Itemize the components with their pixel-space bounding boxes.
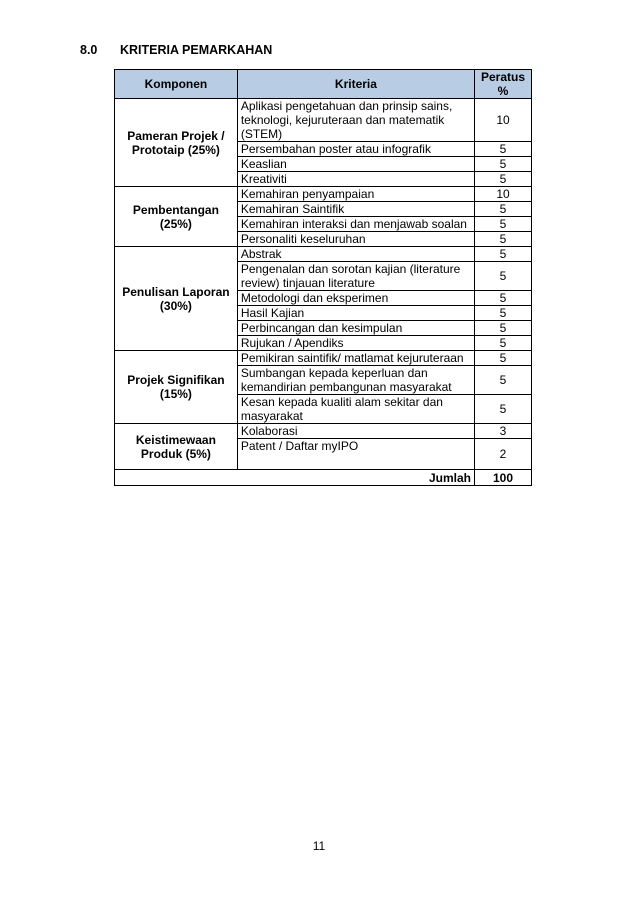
component-cell: Keistimewaan Produk (5%) [115,424,238,470]
criteria-cell: Pemikiran saintifik/ matlamat kejuruteraan [237,351,474,366]
component-cell: Pembentangan (25%) [115,187,238,247]
header-komponen: Komponen [115,70,238,99]
criteria-cell: Patent / Daftar myIPO [237,439,474,470]
percent-cell: 5 [475,202,532,217]
percent-cell: 5 [475,157,532,172]
header-kriteria: Kriteria [237,70,474,99]
criteria-cell: Hasil Kajian [237,306,474,321]
page-number: 11 [312,839,326,853]
percent-cell: 5 [475,351,532,366]
percent-cell: 5 [475,306,532,321]
total-row [115,470,532,486]
percent-cell: 5 [475,395,532,424]
percent-cell: 5 [475,247,532,262]
criteria-cell: Keaslian [237,157,474,172]
section-heading [80,43,272,57]
percent-cell: 10 [475,99,532,142]
criteria-cell: Rujukan / Apendiks [237,336,474,351]
criteria-cell: Aplikasi pengetahuan dan prinsip sains, teknologi, kejuruteraan dan matematik (STEM) [237,99,474,142]
percent-cell: 5 [475,321,532,336]
percent-cell: 5 [475,172,532,187]
percent-cell: 5 [475,366,532,395]
criteria-cell: Kemahiran interaksi dan menjawab soalan [237,217,474,232]
criteria-cell: Kreativiti [237,172,474,187]
criteria-cell: Abstrak [237,247,474,262]
total-label: Jumlah [115,470,475,486]
percent-cell: 2 [475,439,532,470]
section-title: KRITERIA PEMARKAHAN [120,43,273,57]
table-row [115,247,532,262]
percent-cell: 5 [475,291,532,306]
percent-cell: 5 [475,336,532,351]
criteria-cell: Pengenalan dan sorotan kajian (literature review) tinjauan literature [237,262,474,291]
criteria-cell: Kesan kepada kualiti alam sekitar dan masyarakat [237,395,474,424]
criteria-cell: Kemahiran penyampaian [237,187,474,202]
criteria-cell: Kolaborasi [237,424,474,439]
component-cell: Pameran Projek / Prototaip (25%) [115,99,238,187]
section-number: 8.0 [80,43,98,57]
percent-cell: 5 [475,142,532,157]
criteria-cell: Sumbangan kepada keperluan dan kemandirian pembangunan masyarakat [237,366,474,395]
component-cell: Penulisan Laporan (30%) [115,247,238,351]
criteria-cell: Personaliti keseluruhan [237,232,474,247]
criteria-cell: Kemahiran Saintifik [237,202,474,217]
table-header-row [115,70,532,99]
percent-cell: 5 [475,262,532,291]
header-peratus: Peratus % [475,70,532,99]
total-value: 100 [475,470,532,486]
percent-cell: 5 [475,232,532,247]
criteria-cell: Persembahan poster atau infografik [237,142,474,157]
table-row [115,351,532,366]
percent-cell: 5 [475,217,532,232]
component-cell: Projek Signifikan (15%) [115,351,238,424]
table-row [115,187,532,202]
percent-cell: 3 [475,424,532,439]
criteria-cell: Metodologi dan eksperimen [237,291,474,306]
criteria-table [114,69,532,486]
table-row [115,424,532,439]
table-row [115,99,532,142]
criteria-cell: Perbincangan dan kesimpulan [237,321,474,336]
percent-cell: 10 [475,187,532,202]
